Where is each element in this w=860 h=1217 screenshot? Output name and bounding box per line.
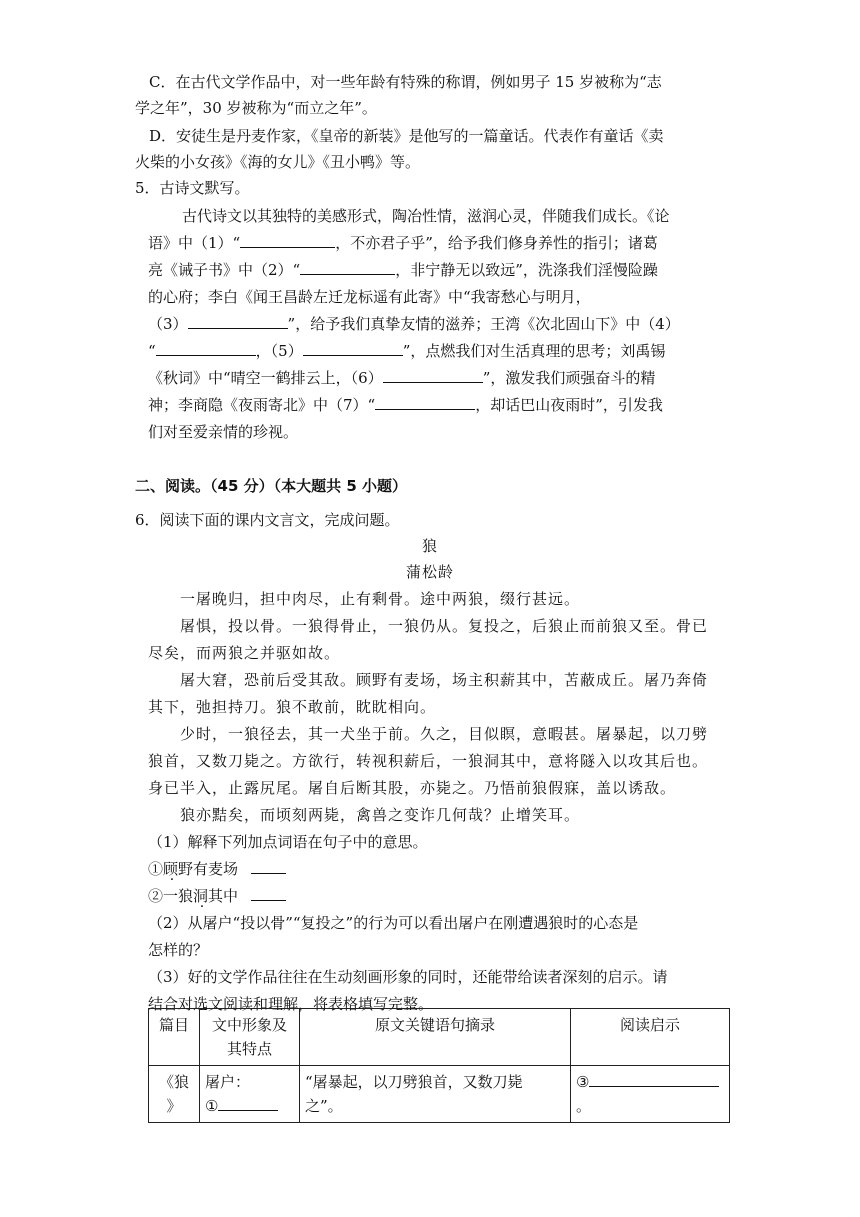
header-insight-cell: 阅读启示 bbox=[571, 1009, 730, 1066]
header-quote-cell: 原文关键语句摘录 bbox=[300, 1009, 571, 1066]
row-image-cell: 屠户： ① bbox=[200, 1066, 300, 1123]
section-heading: 二、阅读。（45 分）（本大题共 5 小题） bbox=[135, 477, 407, 495]
option-d-line2: 火柴的小女孩》《海的女儿》《丑小鸭》等。 bbox=[135, 153, 421, 171]
passage-p4b: 狼首，又数刀毙之。方欲行，转视积薪后，一狼洞其中，意将隧入以攻其后也。 bbox=[148, 752, 709, 770]
header-title-cell: 篇目 bbox=[149, 1009, 200, 1066]
answer-blank-4[interactable] bbox=[156, 341, 256, 356]
answer-blank-6[interactable] bbox=[383, 368, 483, 383]
answer-blank-7[interactable] bbox=[375, 395, 475, 410]
q6-intro: 6．阅读下面的课内文言文，完成问题。 bbox=[135, 511, 400, 529]
q6-sub2-line1: （2）从屠户“投以骨”“复投之”的行为可以看出屠户在刚遭遇狼时的心态是 bbox=[148, 914, 639, 932]
q5-line8: 神；李商隐《夜雨寄北》中（7）“ ，却话巴山夜雨时”，引发我 bbox=[148, 396, 663, 414]
table-row bbox=[149, 1066, 730, 1123]
row-quote-cell: “屠暴起，以刀劈狼首，又数刀毙 之”。 bbox=[300, 1066, 571, 1123]
row-title-cell: 《狼 》 bbox=[149, 1066, 200, 1123]
q5-line6: “ ，（5） ”，点燃我们对生活真理的思考；刘禹锡 bbox=[148, 342, 666, 360]
q6-sub3-line2: 结合对选文阅读和理解，将表格填写完整。 bbox=[148, 995, 434, 1013]
answer-blank-table-1[interactable] bbox=[218, 1096, 278, 1111]
q6-sub2-line2: 怎样的？ bbox=[148, 941, 209, 959]
passage-p4a: 少时，一狼径去，其一犬坐于前。久之，目似瞑，意暇甚。屠暴起，以刀劈 bbox=[180, 725, 709, 743]
passage-p3a: 屠大窘，恐前后受其敌。顾野有麦场，场主积薪其中，苫蔽成丘。屠乃奔倚 bbox=[180, 671, 709, 689]
passage-title: 狼 bbox=[421, 537, 438, 555]
q5-line2: 语》中（1）“ ，不亦君子乎”，给予我们修身养性的指引；诸葛 bbox=[148, 234, 658, 252]
q6-item1: ①顾野有麦场 bbox=[148, 859, 286, 879]
passage-p3b: 其下，弛担持刀。狼不敢前，眈眈相向。 bbox=[148, 698, 437, 716]
header-image-cell: 文中形象及 其特点 bbox=[200, 1009, 300, 1066]
passage-p2a: 屠惧，投以骨。一狼得骨止，一狼仍从。复投之，后狼止而前狼又至。骨已 bbox=[180, 617, 709, 635]
passage-p5: 狼亦黠矣，而顷刻两毙，禽兽之变诈几何哉？止增笑耳。 bbox=[180, 806, 581, 824]
option-d-line1: D．安徒生是丹麦作家，《皇帝的新装》是他写的一篇童话。代表作有童话《卖 bbox=[149, 127, 664, 145]
q6-item2: ②一狼洞其中 bbox=[148, 886, 286, 906]
q5-line5: （3） ”，给予我们真挚友情的滋养；王湾《次北固山下》中（4） bbox=[148, 315, 680, 333]
row-insight-cell: ③ 。 bbox=[571, 1066, 730, 1123]
q5-line3: 亮《诫子书》中（2）“ ，非宁静无以致远”，洗涤我们淫慢险躁 bbox=[148, 261, 658, 279]
answer-blank-table-3[interactable] bbox=[589, 1072, 719, 1087]
option-c-line1: C．在古代文学作品中，对一些年龄有特殊的称谓，例如男子 15 岁被称为“志 bbox=[149, 73, 662, 91]
passage-author: 蒲松龄 bbox=[405, 563, 454, 581]
answer-blank-2[interactable] bbox=[300, 260, 395, 275]
q5-line7: 《秋词》中“晴空一鹤排云上，（6） ”，激发我们顽强奋斗的精 bbox=[148, 369, 656, 387]
passage-p1: 一屠晚归，担中肉尽，止有剩骨。途中两狼，缀行甚远。 bbox=[180, 590, 581, 608]
answer-blank-5[interactable] bbox=[303, 341, 403, 356]
answer-blank-item2[interactable] bbox=[251, 886, 286, 901]
table-header-row bbox=[149, 1009, 730, 1066]
answer-blank-1[interactable] bbox=[240, 233, 335, 248]
q5-line4: 的心府；李白《闻王昌龄左迁龙标遥有此寄》中“我寄愁心与明月， bbox=[148, 288, 591, 306]
answer-blank-3[interactable] bbox=[188, 314, 288, 329]
q5-line1: 古代诗文以其独特的美感形式，陶冶性情，滋润心灵，伴随我们成长。《论 bbox=[182, 207, 670, 225]
passage-p4c: 身已半入，止露尻尾。屠自后断其股，亦毙之。乃悟前狼假寐，盖以诱敌。 bbox=[148, 779, 677, 797]
q5-line9: 们对至爱亲情的珍视。 bbox=[148, 423, 299, 441]
q6-sub1: （1）解释下列加点词语在句子中的意思。 bbox=[148, 833, 428, 851]
q5-title: 5．古诗文默写。 bbox=[135, 179, 250, 197]
answer-table bbox=[148, 1008, 730, 1123]
answer-blank-item1[interactable] bbox=[251, 859, 286, 874]
option-c-line2: 学之年”，30 岁被称为“而立之年”。 bbox=[135, 99, 377, 117]
q6-sub3-line1: （3）好的文学作品往往在生动刻画形象的同时，还能带给读者深刻的启示。请 bbox=[148, 968, 668, 986]
passage-p2b: 尽矣，而两狼之并驱如故。 bbox=[148, 644, 341, 662]
